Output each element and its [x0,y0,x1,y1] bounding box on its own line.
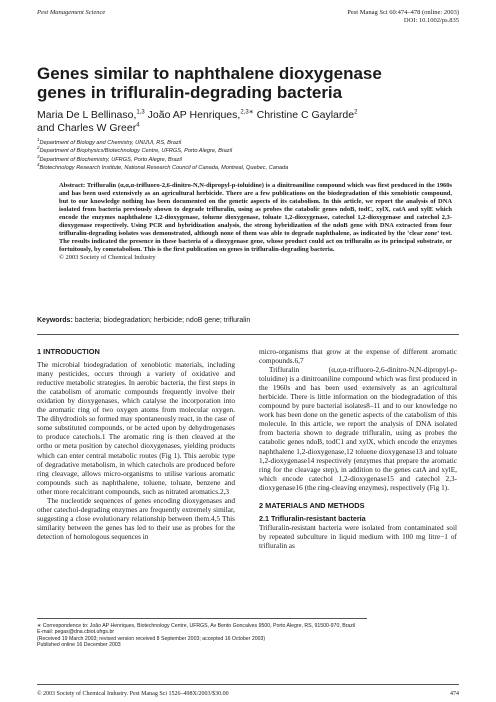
footnote-divider [37,618,367,619]
journal-name: Pest Management Science [37,9,106,16]
intro-paragraph-1: The microbial biodegradation of xenobiotic materials, including many pesticides, occurs through a variety of oxidative and reductive metabolic strategies. In aerobic bacteria, the first steps in the catabolism of aromatic compounds frequently involve their oxidation by dioxygenases, which catalyse the incorporation into the aromatic ring of two oxygen atoms from molecular oxygen. The dihydrodiols so formed may spontaneously react, in the case of some substituted compounds, or be acted upon by dehydrogenases to produce catechols.1 The aromatic ring is then cleaved at the ortho or meta position by catechol dioxygenases, yielding products which can enter central metabolic routes (Fig 1). This aerobic type of degradative metabolism, in which catechols are produced before ring cleavage, allows micro-organisms to utilise various aromatic compounds such as naphthalene, toluene, toluate, benzene and other more recalcitrant compounds, such as nitrated aromatics.2,3 [37,360,235,496]
bottom-divider [37,684,459,685]
author-2: João AP Henriques, [144,109,241,121]
published-date: Published online 16 December 2003 [37,641,121,648]
methods-subheading: 2.1 Trifluralin-resistant bacteria [259,513,366,523]
abstract-body: Trifluralin (α,α,α-trifluoro-2,6-dinitro-N,N-dipropyl-p-toluidine) is a dinitroaniline compound which was first produced in the 1960s and has been used extensively as an agricultural herbicide. There are a few publications on the biodegradation of this xenobiotic compound, but to our knowledge nothing has been documented on the genetic aspects of its catabolism. In this article, we report the analysis of DNA isolated from bacteria previously shown to degrade trifluralin, using as probes the catabolic genes ndoB, todC, xylX, catA and xylE which encode the enzymes naphthalene 1,2-dioxygenase, toluene dioxygenase, toluate 1,2-dioxygenase, catechol 1,2-dioxygenase and catechol 2,3-dioxygenase respectively. Using PCR and hybridization analysis, the strong hybridization of the ndoB gene with DNA extracted from four trifluralin-degrading isolates was demonstrated, although none of them was able to degrade naphthalene, as indicated by the ‘clear zone’ test. The results indicated the presence in these bacteria of a dioxygenase gene, whose product could act on trifluralin as its principal substrate, or fortuitously, by cometabolism. This is the first publication on genes in trifluralin-degrading bacteria. [59,182,452,254]
methods-paragraph-1: Trifluralin-resistant bacteria were isolated from contaminated soil by repeated subculture in liquid medium with 100 mg litre−1 of trifluralin as [259,522,457,550]
abstract-copyright: © 2003 Society of Chemical Industry [59,254,156,262]
abstract [59,182,452,262]
title-line-1: Genes similar to naphthalene dioxygenase [37,64,382,83]
author-3-affil: 2 [354,109,358,116]
article-title [37,64,457,102]
intro-heading: 1 INTRODUCTION [37,347,100,356]
intro-paragraph-4: Trifluralin (α,α,α-trifluoro-2,6-dinitro-N,N-dipropyl-p-toluidine) is a dinitroaniline compound which was first produced in the 1960s and has been used extensively as an agricultural herbicide. There is little information on the biodegradation of this compound by pure bacterial isolates8–11 and to our knowledge no work has been done on the genetic aspects of the catabolism of this molecule. In this article, we report the analysis of DNA isolated from bacteria shown to degrade trifluralin, using as probes the catabolic genes ndoB, todC1 and xylX, which encode the enzymes naphthalene 1,2-dioxygenase,12 toluene dioxygenase13 and toluate 1,2-dioxygenase14 respectively (enzymes that prepare the aromatic ring for the cleavage step), in addition to the genes catA and xylE, which encode catechol 1,2-dioxygenase15 and catechol 2,3-dioxygenase16 (the ring-cleaving enzymes), respectively (Fig 1). [259,365,457,492]
author-list [37,109,467,135]
keywords [37,316,467,325]
affiliation-1: $^1$Department of Biology and Chemistry, UNIJUI, RS, Brazil [37,137,182,146]
received-dates: (Received 19 March 2003; revised version received 8 September 2003; accepted 16 October 2003) [37,635,266,642]
author-4: and Charles W Greer [37,122,137,134]
title-line-2: genes in trifluralin-degrading bacteria [37,83,343,102]
intro-paragraph-2: The nucleotide sequences of genes encoding dioxygenases and other catechol-degrading enzymes are frequently extremely similar, suggesting a close evolutionary relationship between them.4,5 This similarity between the genes has led to their use as probes for the detection of homologous sequences in [37,495,235,541]
methods-heading: 2 MATERIALS AND METHODS [259,500,365,510]
author-2-affil: 2,3∗ [240,109,254,116]
email: E-mail: pegas@dna.cbiot.ufrgs.br [37,629,115,636]
footnote [37,623,457,648]
affiliation-4: $^4$Biotechnology Research Institute, National Research Council of Canada, Montreal, Quebec, Canada [37,162,289,171]
citation-block [347,9,459,25]
abstract-label: Abstract: [59,182,86,189]
running-header [37,9,459,33]
doi: DOI: 10.1002/ps.835 [403,17,459,24]
page-number: 474 [450,691,459,697]
intro-paragraph-3: micro-organisms that grow at the expense of different aromatic compounds.6,7 [259,347,457,366]
affiliation-3: $^3$Department of Biochemistry, UFRGS, Porto Alegre, Brazil [37,153,182,163]
right-column [259,347,457,550]
author-3: Christine C Gaylarde [253,109,355,121]
affiliation-2: $^2$Department of Biophysics/Biotechnology Centre, UFRGS, Porto Alegre, Brazil [37,145,233,155]
keywords-text: bacteria; biodegradation; herbicide; ndoB gene; trifluralin [72,317,251,324]
affiliations [37,139,467,172]
divider [37,334,459,335]
footer-copyright: © 2003 Society of Chemical Industry. Pest Manag Sci 1526–498X/2003/$30.00 [37,691,229,697]
citation: Pest Manag Sci 60:474–478 (online: 2003) [347,9,459,16]
author-4-affil: 4 [136,122,140,129]
left-column [37,347,235,541]
page-footer [37,690,459,698]
author-1: Maria De L Bellinaso, [37,109,137,121]
author-1-affil: 1,3 [136,109,145,116]
keywords-label: Keywords: [37,317,73,324]
correspondence: ∗ Correspondence to: João AP Henriques, Biotechnology Centre, UFRGS, Av Bento Goncalves 9500, Porto Alegre, RS, 91500-970, Brazil [37,623,356,629]
